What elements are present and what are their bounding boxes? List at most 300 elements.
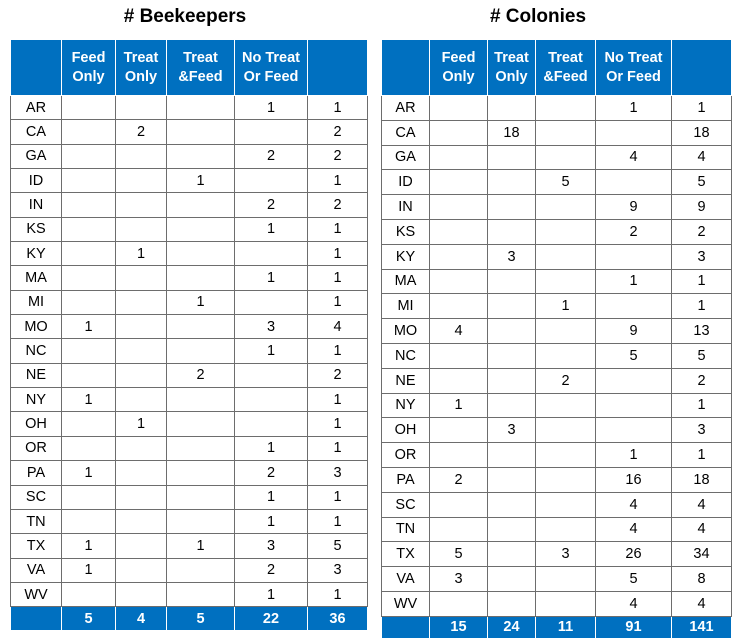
state-cell: NE [382, 368, 430, 393]
total-cell: 4 [672, 591, 732, 616]
table-row [382, 368, 732, 393]
no-treat-or-feed-cell: 1 [235, 96, 308, 120]
no-treat-or-feed-cell: 1 [235, 217, 308, 241]
state-cell: MI [382, 294, 430, 319]
treat-feed-cell [167, 144, 235, 168]
total-cell: 1 [308, 290, 368, 314]
state-cell: PA [11, 461, 62, 485]
total-cell: 2 [672, 219, 732, 244]
treat-only-cell [116, 388, 167, 412]
total-total-cell: 36 [308, 607, 368, 631]
total-cell: 1 [308, 412, 368, 436]
total-cell: 4 [672, 492, 732, 517]
feed-only-cell: 1 [62, 558, 116, 582]
treat-only-cell [488, 269, 536, 294]
treat-feed-cell [167, 412, 235, 436]
treat-only-cell [488, 492, 536, 517]
treat-feed-cell [536, 319, 596, 344]
treat-only-cell [488, 145, 536, 170]
total-treat-only-cell: 24 [488, 616, 536, 638]
total-cell: 4 [672, 517, 732, 542]
total-cell: 1 [308, 217, 368, 241]
treat-feed-cell: 2 [167, 363, 235, 387]
table-row [382, 393, 732, 418]
total-cell: 1 [672, 96, 732, 121]
state-cell: NC [382, 343, 430, 368]
column-header-state [382, 40, 430, 96]
total-treat-only-cell: 4 [116, 607, 167, 631]
feed-only-cell [62, 266, 116, 290]
treat-feed-cell [536, 96, 596, 121]
table-row [11, 582, 368, 606]
total-state-cell [11, 607, 62, 631]
treat-feed-cell [536, 418, 596, 443]
table-row [382, 443, 732, 468]
total-cell: 1 [672, 294, 732, 319]
total-feed-only-cell: 5 [62, 607, 116, 631]
no-treat-or-feed-cell [596, 120, 672, 145]
table-row [11, 558, 368, 582]
treat-only-cell: 1 [116, 242, 167, 266]
treat-feed-cell: 2 [536, 368, 596, 393]
total-cell: 2 [308, 120, 368, 144]
treat-only-cell [488, 96, 536, 121]
table-row [382, 591, 732, 616]
table-row [11, 461, 368, 485]
treat-only-cell [116, 193, 167, 217]
treat-feed-cell [167, 193, 235, 217]
treat-feed-cell [536, 492, 596, 517]
total-cell: 1 [308, 242, 368, 266]
treat-feed-cell [536, 517, 596, 542]
treat-only-cell [488, 393, 536, 418]
no-treat-or-feed-cell: 1 [596, 443, 672, 468]
totals-row [382, 616, 732, 638]
column-header-total [672, 40, 732, 96]
column-header-no-treat-or-feed: No Treat Or Feed [235, 40, 308, 96]
table-row [382, 294, 732, 319]
state-cell: PA [382, 467, 430, 492]
total-no-treat-or-feed-cell: 91 [596, 616, 672, 638]
beekeepers-table [10, 39, 368, 631]
no-treat-or-feed-cell [596, 368, 672, 393]
total-cell: 3 [308, 461, 368, 485]
feed-only-cell [430, 294, 488, 319]
state-cell: OH [382, 418, 430, 443]
no-treat-or-feed-cell: 1 [235, 582, 308, 606]
feed-only-cell [62, 169, 116, 193]
total-cell: 3 [672, 244, 732, 269]
total-cell: 8 [672, 567, 732, 592]
table-row [11, 485, 368, 509]
table-row [11, 290, 368, 314]
feed-only-cell [430, 517, 488, 542]
feed-only-cell: 1 [62, 315, 116, 339]
total-treat-feed-cell: 5 [167, 607, 235, 631]
no-treat-or-feed-cell: 1 [235, 509, 308, 533]
no-treat-or-feed-cell: 2 [235, 461, 308, 485]
treat-only-cell: 18 [488, 120, 536, 145]
total-cell: 4 [308, 315, 368, 339]
state-cell: AR [11, 96, 62, 120]
no-treat-or-feed-cell [235, 388, 308, 412]
table-row [382, 319, 732, 344]
table-row [382, 145, 732, 170]
treat-feed-cell [167, 315, 235, 339]
table-row [382, 567, 732, 592]
no-treat-or-feed-cell: 9 [596, 319, 672, 344]
treat-feed-cell [536, 269, 596, 294]
total-cell: 5 [308, 534, 368, 558]
state-cell: KS [11, 217, 62, 241]
feed-only-cell [62, 485, 116, 509]
feed-only-cell [62, 582, 116, 606]
no-treat-or-feed-cell [235, 412, 308, 436]
table-row [382, 418, 732, 443]
no-treat-or-feed-cell [596, 418, 672, 443]
treat-feed-cell [167, 266, 235, 290]
feed-only-cell [62, 193, 116, 217]
feed-only-cell: 1 [430, 393, 488, 418]
table-row [382, 517, 732, 542]
state-cell: MA [11, 266, 62, 290]
treat-feed-cell [167, 339, 235, 363]
total-cell: 2 [308, 144, 368, 168]
treat-only-cell [488, 567, 536, 592]
total-cell: 2 [308, 193, 368, 217]
treat-only-cell [488, 195, 536, 220]
no-treat-or-feed-cell: 1 [596, 269, 672, 294]
no-treat-or-feed-cell: 2 [235, 558, 308, 582]
no-treat-or-feed-cell: 1 [235, 266, 308, 290]
total-cell: 34 [672, 542, 732, 567]
table-row [382, 96, 732, 121]
total-cell: 2 [672, 368, 732, 393]
treat-feed-cell [536, 120, 596, 145]
treat-only-cell [488, 294, 536, 319]
state-cell: AR [382, 96, 430, 121]
state-cell: NE [11, 363, 62, 387]
feed-only-cell: 5 [430, 542, 488, 567]
treat-feed-cell [167, 96, 235, 120]
state-cell: OH [11, 412, 62, 436]
feed-only-cell [430, 443, 488, 468]
table-row [11, 436, 368, 460]
table-row [382, 219, 732, 244]
total-total-cell: 141 [672, 616, 732, 638]
total-cell: 5 [672, 343, 732, 368]
treat-feed-cell [536, 393, 596, 418]
no-treat-or-feed-cell [596, 244, 672, 269]
state-cell: TX [11, 534, 62, 558]
beekeepers-title: # Beekeepers [123, 6, 247, 27]
table-row [11, 217, 368, 241]
treat-feed-cell [167, 436, 235, 460]
state-cell: CA [11, 120, 62, 144]
treat-feed-cell [536, 195, 596, 220]
state-cell: KY [382, 244, 430, 269]
total-cell: 1 [308, 436, 368, 460]
treat-only-cell [116, 509, 167, 533]
state-cell: VA [11, 558, 62, 582]
feed-only-cell: 1 [62, 534, 116, 558]
total-cell: 18 [672, 467, 732, 492]
treat-feed-cell [167, 388, 235, 412]
state-cell: ID [382, 170, 430, 195]
no-treat-or-feed-cell [235, 120, 308, 144]
feed-only-cell [430, 96, 488, 121]
table-row [11, 509, 368, 533]
treat-only-cell [488, 170, 536, 195]
no-treat-or-feed-cell [596, 393, 672, 418]
table-row [11, 266, 368, 290]
state-cell: TN [11, 509, 62, 533]
feed-only-cell: 3 [430, 567, 488, 592]
no-treat-or-feed-cell: 26 [596, 542, 672, 567]
no-treat-or-feed-cell: 3 [235, 315, 308, 339]
treat-feed-cell [167, 509, 235, 533]
treat-only-cell [116, 290, 167, 314]
total-cell: 1 [672, 443, 732, 468]
column-header-treat-only: Treat Only [488, 40, 536, 96]
treat-feed-cell [536, 145, 596, 170]
treat-only-cell [116, 144, 167, 168]
treat-only-cell [116, 217, 167, 241]
header-row [11, 40, 368, 96]
treat-only-cell [488, 219, 536, 244]
total-cell: 1 [308, 339, 368, 363]
column-header-treat-feed: Treat &Feed [536, 40, 596, 96]
treat-only-cell [116, 534, 167, 558]
table-row [11, 534, 368, 558]
total-cell: 1 [308, 96, 368, 120]
no-treat-or-feed-cell: 4 [596, 591, 672, 616]
no-treat-or-feed-cell: 2 [235, 193, 308, 217]
total-state-cell [382, 616, 430, 638]
treat-only-cell [488, 591, 536, 616]
feed-only-cell: 1 [62, 388, 116, 412]
no-treat-or-feed-cell [596, 170, 672, 195]
state-cell: ID [11, 169, 62, 193]
feed-only-cell [430, 219, 488, 244]
treat-feed-cell [536, 591, 596, 616]
state-cell: SC [11, 485, 62, 509]
no-treat-or-feed-cell [235, 290, 308, 314]
treat-only-cell [116, 485, 167, 509]
no-treat-or-feed-cell: 1 [235, 485, 308, 509]
column-header-feed-only: Feed Only [62, 40, 116, 96]
treat-only-cell [116, 582, 167, 606]
treat-only-cell [488, 467, 536, 492]
total-cell: 5 [672, 170, 732, 195]
feed-only-cell [430, 343, 488, 368]
state-cell: CA [382, 120, 430, 145]
feed-only-cell [62, 96, 116, 120]
treat-only-cell [116, 436, 167, 460]
table-row [382, 467, 732, 492]
feed-only-cell [430, 492, 488, 517]
state-cell: KS [382, 219, 430, 244]
treat-only-cell: 3 [488, 418, 536, 443]
feed-only-cell [62, 509, 116, 533]
feed-only-cell [430, 145, 488, 170]
treat-only-cell [116, 363, 167, 387]
table-row [11, 315, 368, 339]
treat-feed-cell: 1 [167, 169, 235, 193]
total-feed-only-cell: 15 [430, 616, 488, 638]
table-row [382, 492, 732, 517]
table-row [11, 120, 368, 144]
treat-feed-cell: 3 [536, 542, 596, 567]
feed-only-cell [62, 436, 116, 460]
treat-only-cell [116, 315, 167, 339]
total-cell: 3 [308, 558, 368, 582]
no-treat-or-feed-cell: 4 [596, 492, 672, 517]
treat-feed-cell [167, 485, 235, 509]
treat-only-cell [116, 266, 167, 290]
feed-only-cell [62, 339, 116, 363]
total-cell: 1 [308, 388, 368, 412]
treat-only-cell [488, 443, 536, 468]
no-treat-or-feed-cell [235, 169, 308, 193]
treat-only-cell: 1 [116, 412, 167, 436]
treat-only-cell [488, 319, 536, 344]
feed-only-cell: 1 [62, 461, 116, 485]
no-treat-or-feed-cell [235, 363, 308, 387]
treat-feed-cell [167, 242, 235, 266]
treat-feed-cell: 1 [536, 294, 596, 319]
state-cell: WV [382, 591, 430, 616]
treat-feed-cell [536, 443, 596, 468]
feed-only-cell [430, 368, 488, 393]
total-cell: 1 [308, 169, 368, 193]
treat-only-cell [116, 96, 167, 120]
state-cell: MI [11, 290, 62, 314]
treat-only-cell [116, 461, 167, 485]
no-treat-or-feed-cell: 1 [596, 96, 672, 121]
feed-only-cell [62, 120, 116, 144]
state-cell: IN [11, 193, 62, 217]
treat-only-cell [488, 517, 536, 542]
feed-only-cell: 2 [430, 467, 488, 492]
table-row [11, 363, 368, 387]
state-cell: MA [382, 269, 430, 294]
state-cell: SC [382, 492, 430, 517]
total-cell: 1 [308, 485, 368, 509]
feed-only-cell [430, 120, 488, 145]
header-row [382, 40, 732, 96]
table-row [382, 343, 732, 368]
no-treat-or-feed-cell: 9 [596, 195, 672, 220]
treat-feed-cell [536, 219, 596, 244]
no-treat-or-feed-cell: 5 [596, 567, 672, 592]
total-cell: 3 [672, 418, 732, 443]
feed-only-cell [62, 290, 116, 314]
treat-feed-cell: 1 [167, 534, 235, 558]
feed-only-cell [430, 244, 488, 269]
treat-feed-cell: 1 [167, 290, 235, 314]
colonies-title: # Colonies [489, 6, 587, 27]
table-row [11, 169, 368, 193]
column-header-treat-feed: Treat &Feed [167, 40, 235, 96]
feed-only-cell [62, 144, 116, 168]
total-cell: 1 [308, 582, 368, 606]
state-cell: OR [382, 443, 430, 468]
state-cell: KY [11, 242, 62, 266]
treat-only-cell: 2 [116, 120, 167, 144]
no-treat-or-feed-cell: 2 [235, 144, 308, 168]
feed-only-cell [62, 363, 116, 387]
total-cell: 1 [672, 269, 732, 294]
totals-row [11, 607, 368, 631]
treat-feed-cell [167, 582, 235, 606]
treat-feed-cell: 5 [536, 170, 596, 195]
column-header-no-treat-or-feed: No Treat Or Feed [596, 40, 672, 96]
treat-feed-cell [536, 467, 596, 492]
state-cell: GA [11, 144, 62, 168]
state-cell: OR [11, 436, 62, 460]
feed-only-cell [62, 242, 116, 266]
column-header-state [11, 40, 62, 96]
treat-feed-cell [167, 120, 235, 144]
table-row [11, 412, 368, 436]
treat-feed-cell [167, 461, 235, 485]
table-row [382, 195, 732, 220]
feed-only-cell [430, 418, 488, 443]
treat-feed-cell [167, 558, 235, 582]
no-treat-or-feed-cell [596, 294, 672, 319]
no-treat-or-feed-cell: 4 [596, 517, 672, 542]
state-cell: TN [382, 517, 430, 542]
no-treat-or-feed-cell: 4 [596, 145, 672, 170]
table-row [382, 170, 732, 195]
feed-only-cell: 4 [430, 319, 488, 344]
total-cell: 2 [308, 363, 368, 387]
feed-only-cell [62, 412, 116, 436]
table-row [382, 269, 732, 294]
total-no-treat-or-feed-cell: 22 [235, 607, 308, 631]
state-cell: MO [382, 319, 430, 344]
no-treat-or-feed-cell: 2 [596, 219, 672, 244]
column-header-feed-only: Feed Only [430, 40, 488, 96]
treat-feed-cell [536, 244, 596, 269]
colonies-table [381, 39, 732, 639]
feed-only-cell [62, 217, 116, 241]
no-treat-or-feed-cell: 1 [235, 436, 308, 460]
total-cell: 1 [308, 266, 368, 290]
state-cell: WV [11, 582, 62, 606]
column-header-total [308, 40, 368, 96]
table-row [382, 120, 732, 145]
state-cell: NY [11, 388, 62, 412]
total-treat-feed-cell: 11 [536, 616, 596, 638]
total-cell: 13 [672, 319, 732, 344]
no-treat-or-feed-cell: 5 [596, 343, 672, 368]
state-cell: TX [382, 542, 430, 567]
feed-only-cell [430, 170, 488, 195]
total-cell: 9 [672, 195, 732, 220]
no-treat-or-feed-cell [235, 242, 308, 266]
treat-only-cell [116, 558, 167, 582]
table-row [11, 96, 368, 120]
table-row [11, 144, 368, 168]
table-row [11, 339, 368, 363]
state-cell: NC [11, 339, 62, 363]
column-header-treat-only: Treat Only [116, 40, 167, 96]
treat-only-cell [488, 542, 536, 567]
state-cell: VA [382, 567, 430, 592]
state-cell: MO [11, 315, 62, 339]
